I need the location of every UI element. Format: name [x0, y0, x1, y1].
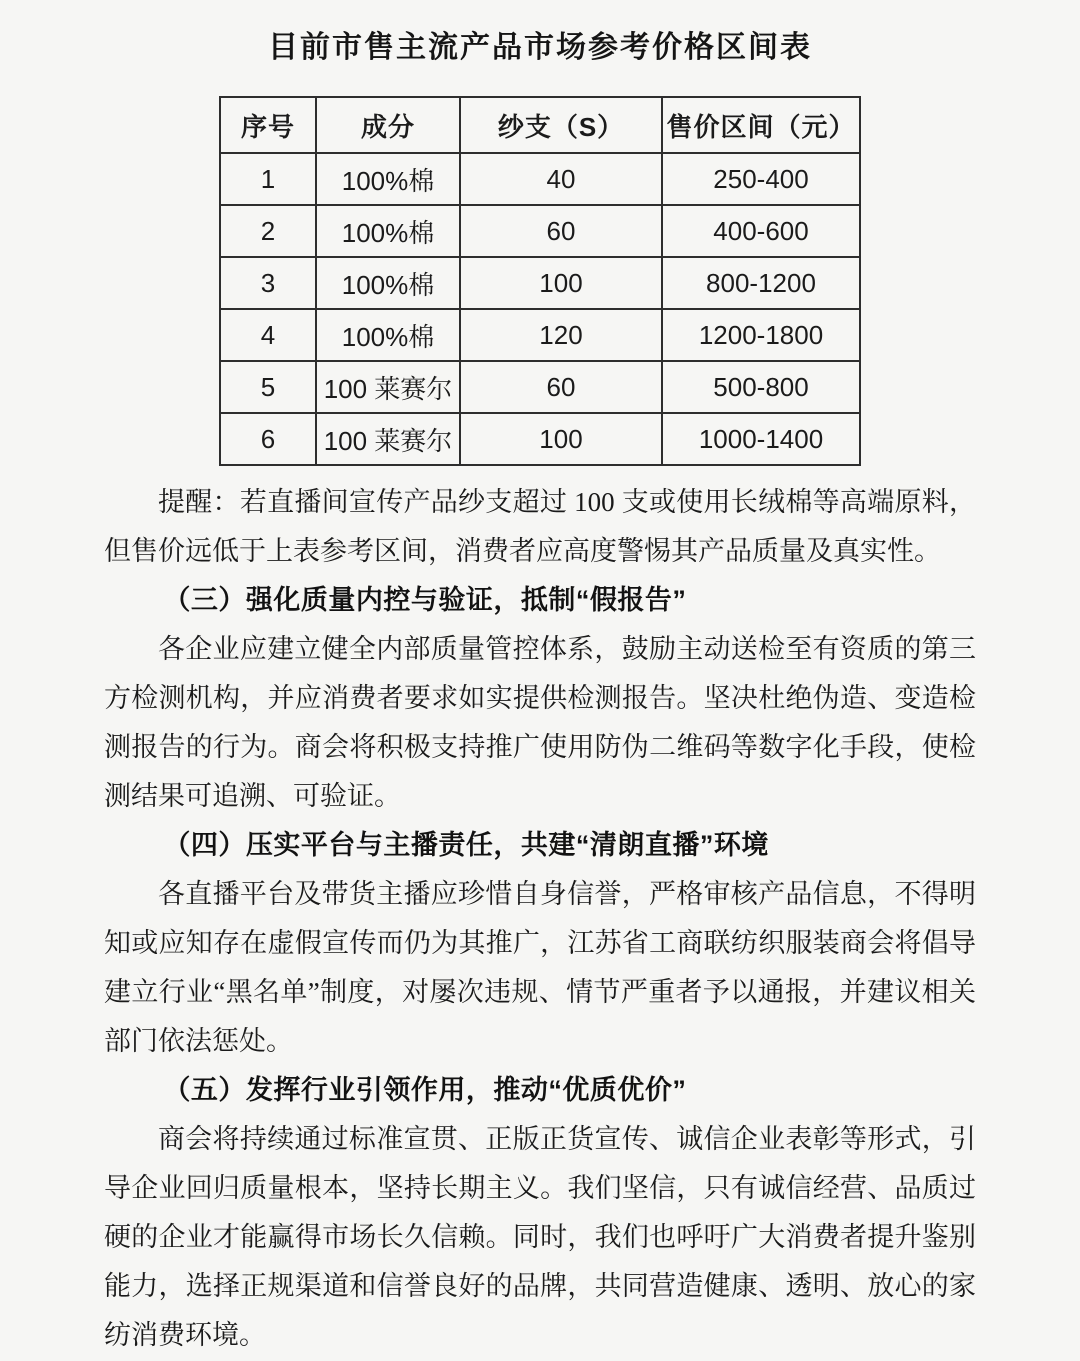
- cell-yarn-count: 100: [460, 257, 662, 309]
- column-header-price-range: 售价区间（元）: [662, 97, 860, 153]
- cell-yarn-count: 40: [460, 153, 662, 205]
- cell-price-range: 800-1200: [662, 257, 860, 309]
- cell-composition: 100 莱赛尔: [316, 413, 460, 465]
- column-header-yarn-count: 纱支（S）: [460, 97, 662, 153]
- cell-price-range: 400-600: [662, 205, 860, 257]
- section-5-paragraph: 商会将持续通过标准宣贯、正版正货宣传、诚信企业表彰等形式，引导企业回归质量根本，坚持长期主义。我们坚信，只有诚信经营、品质过硬的企业才能赢得市场长久信赖。同时，我们也呼吁广大消费者提升鉴别能力，选择正规渠道和信誉良好的品牌，共同营造健康、透明、放心的家纺消费环境。: [104, 1124, 976, 1350]
- cell-index: 1: [220, 153, 316, 205]
- cell-index: 4: [220, 309, 316, 361]
- cell-composition: 100%棉: [316, 309, 460, 361]
- cell-yarn-count: 60: [460, 361, 662, 413]
- cell-price-range: 500-800: [662, 361, 860, 413]
- table-row: [220, 205, 860, 257]
- section-heading-5: （五）发挥行业引领作用，推动“优质优价”: [163, 1075, 687, 1105]
- column-header-composition: 成分: [316, 97, 460, 153]
- cell-composition: 100 莱赛尔: [316, 361, 460, 413]
- cell-index: 5: [220, 361, 316, 413]
- cell-composition: 100%棉: [316, 205, 460, 257]
- cell-composition: 100%棉: [316, 257, 460, 309]
- document-body: [104, 478, 976, 1360]
- section-heading-3: （三）强化质量内控与验证，抵制“假报告”: [163, 585, 687, 615]
- column-header-index: 序号: [220, 97, 316, 153]
- cell-yarn-count: 120: [460, 309, 662, 361]
- cell-index: 2: [220, 205, 316, 257]
- reminder-paragraph: 提醒：若直播间宣传产品纱支超过 100 支或使用长绒棉等高端原料，但售价远低于上表参考区间，消费者应高度警惕其产品质量及真实性。: [104, 487, 976, 566]
- cell-yarn-count: 100: [460, 413, 662, 465]
- section-heading-4: （四）压实平台与主播责任，共建“清朗直播”环境: [163, 830, 769, 860]
- price-reference-table: [219, 96, 861, 466]
- section-3-paragraph: 各企业应建立健全内部质量管控体系，鼓励主动送检至有资质的第三方检测机构，并应消费者要求如实提供检测报告。坚决杜绝伪造、变造检测报告的行为。商会将积极支持推广使用防伪二维码等数字化手段，使检测结果可追溯、可验证。: [104, 634, 976, 811]
- table-header-row: [220, 97, 860, 153]
- cell-price-range: 1200-1800: [662, 309, 860, 361]
- cell-index: 3: [220, 257, 316, 309]
- table-row: [220, 153, 860, 205]
- table-row: [220, 361, 860, 413]
- cell-index: 6: [220, 413, 316, 465]
- table-row: [220, 309, 860, 361]
- cell-yarn-count: 60: [460, 205, 662, 257]
- cell-price-range: 1000-1400: [662, 413, 860, 465]
- cell-composition: 100%棉: [316, 153, 460, 205]
- table-row: [220, 257, 860, 309]
- section-4-paragraph: 各直播平台及带货主播应珍惜自身信誉，严格审核产品信息，不得明知或应知存在虚假宣传而仍为其推广，江苏省工商联纺织服装商会将倡导建立行业“黑名单”制度，对屡次违规、情节严重者予以通报，并建议相关部门依法惩处。: [104, 879, 976, 1056]
- table-row: [220, 413, 860, 465]
- page-title: 目前市售主流产品市场参考价格区间表: [268, 31, 812, 64]
- cell-price-range: 250-400: [662, 153, 860, 205]
